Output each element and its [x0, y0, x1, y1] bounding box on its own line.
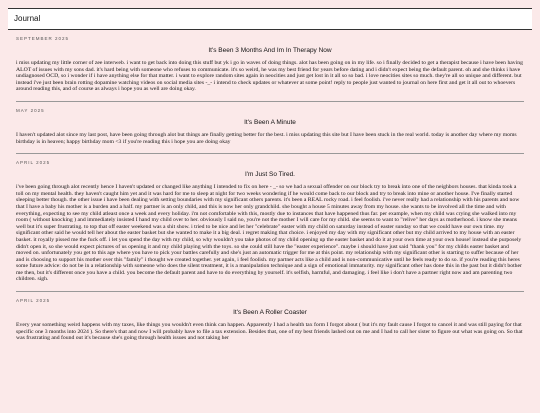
journal-title: Journal	[14, 14, 41, 23]
entry-title: I'm Just So Tired.	[244, 171, 295, 179]
journal-header	[8, 8, 532, 30]
journal-entry	[8, 36, 532, 102]
entry-divider	[16, 101, 524, 102]
entry-date: APRIL 2025	[16, 160, 51, 166]
entry-date: SEPTEMBER 2025	[16, 36, 70, 41]
entry-date: APRIL 2025	[16, 298, 51, 304]
entry-body: i miss updating my little corner of zee interweb. i want to get back into doing this stuff but yk i go in waves of doing things. alot has been going on in my life. so i finally decided to get a therapist because i have been having ALOT of issues with my sons dad. it's hard being with someone who refuses to communicate. it's so weird, he was my best friend for years before dating and i didn't expect being the default parent. oh and she thinks i have undiagnosed OCD, so i wonder if i have anything else for that matter. i want to explore random sites again in neocities and just get lost in it all so so bad. i love neocities sites so much. they're all so unique and different. but instead i've just been brain rotting dopamine watching videos on social media sites -_- i intend to check updates or whatever at some point! reply to people just wanted to journal on here first and get it all out to whoevers around reading this, and of course as always i hope you as well are doing okay.	[16, 60, 523, 93]
entry-divider	[16, 153, 524, 154]
journal-entry	[8, 298, 532, 342]
journal-entry	[8, 160, 532, 292]
entry-title: It's Been A Minute	[244, 118, 296, 126]
entry-title: It's Been A Roller Coaster	[233, 309, 307, 317]
journal-entry	[8, 108, 532, 154]
entry-divider	[16, 291, 524, 292]
entry-body: i've been going through alot recently hence I haven't updated or changed like anything I intended to fix on here - _- so we had a sexual offender on our block try to break into one of the neighbors houses. that kinda took a toll on my mental health. they haven't caught him yet and it was hard for me to sleep at night for two weeks wondering if he would come back to our block and try to break into mine or another house. I've finally started sleeping better though. the other issue i have been dealing with setting boundaries with my significant others parents. it's been a REAL rocky road. i feel foolish. i've never really had a relationship with his parents and now that I have a baby his mother is a burden and a half. my partner is an only child, and this is now her only grandchild. she bought a house 5 minutes away from my house. she wants to be involved all the time and with everything, expecting to see my child atleast once a week and every holiday. i'm not comfortable with this, mostly due to instances that have happened thus far. per example, when my child was crying she walked into my room ( without knocking ) and immediately insisted I hand my child over to her. obviously I said no, you're not the mother I will care for my child. she seems to want to "relive" her days as motherhood. i know she means well but it's super frustrating. to top that off easter weekend was a shit show. i tried to be nice and let her "celebrate" easter with my child on saturday instead of easter sunday so that we could have our own time. my significant other said he would tell her about the easter basket but she wanted to make it a big deal. i regret making that choice. i enjoyed my day with my significant other but my child arrived to my house with an easter basket. it royally pissed me the fuck off. i let you spend the day with my child, so why wouldn't you take photos of my child opening up the easter basket and do it at your own time at your own house! instead she purposely didn't open it, so she would expect pictures of us opening it and my child playing with the toys. so she could still have the "easter experience". maybe i should have just said "thank you" for my childs easter basket and moved on. unfortunately you get to this age where you have to pick your battles carefully and she's just an automatic trigger for me at this point. my relationship with my significant other is starting to suffer because of her and is choosing to support his mother over this "family" i thought we created together. yet again, i feel foolish. my partner acts like a child and is non-communicative until he feels ready to do so. if you're reading this heres some future advice: do not be in a relationship with someone who does the silent treatment, it is a manipulation technique and a sign of emotional immaturity. my significant other has done this in the past but it didn't bother me then, but it's different once you have a child. you become the default parent and have to do everything by yourself. it's selfish, harmful, and damaging. i feel like i don't have a partner right now and am parenting two children. sigh.	[16, 184, 522, 283]
journal-page	[8, 8, 532, 413]
entry-date: MAY 2025	[16, 107, 45, 113]
entry-body: I haven't updated alot since my last post, have been going through alot but things are finally getting better for the best. i miss updating this site but I have been stuck in the real world. today is another day where my moms birthday is in heaven; happy birthday mom <3 if you're reading this i hope you are doing okay	[16, 131, 517, 145]
entry-title: It's Been 3 Months And Im In Therapy Now	[208, 47, 332, 54]
entry-body: Every year something weird happens with my taxes, like things you wouldn't even think can happen. Apparently I had a health tax form I forgot about ( but it's my fault cause I forgot to cancel it and was still paying for that specific one 3 months into 2024 ). So there's that and now I will probably have to file a tax extension. Besides that, one of my best friends lashed out on me and I had to call her sister to figure out what was going on. So that was frustrating and found out it's because she's going through health issues and not taking her	[16, 322, 523, 342]
